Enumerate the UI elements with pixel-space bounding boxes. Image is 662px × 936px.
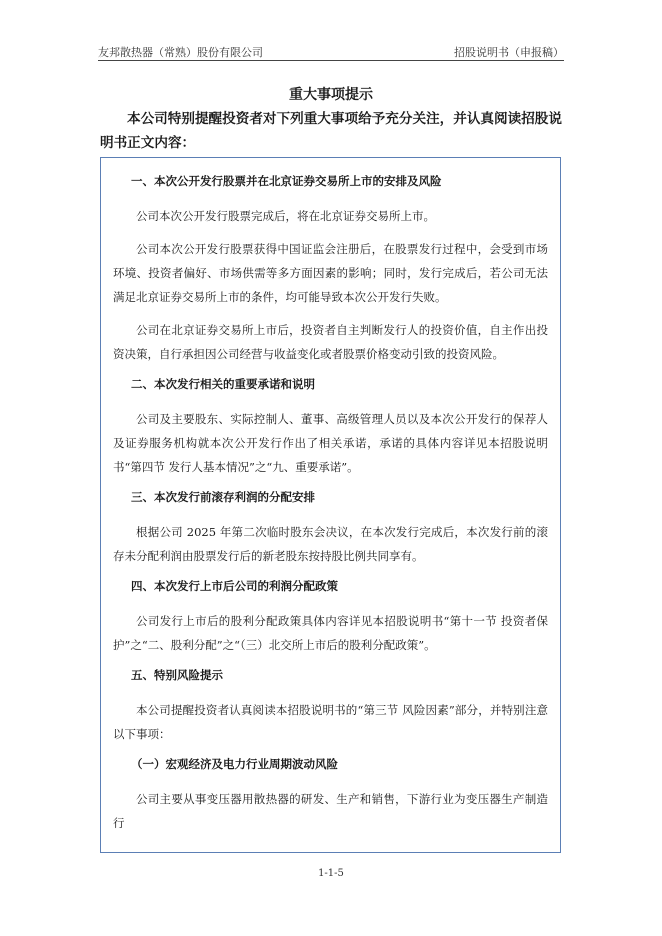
page-title: 重大事项提示 [289,87,373,103]
paragraph: 公司在北京证券交易所上市后，投资者自主判断发行人的投资价值，自主作出投资决策，自行承担因公司经营与收益变化或者股票价格变动引致的投资风险。 [113,323,548,361]
paragraph: 本公司提醒投资者认真阅读本招股说明书的“第三节 风险因素”部分，并特别注意以下事项： [113,703,548,741]
section-heading: 一、本次公开发行股票并在北京证券交易所上市的安排及风险 [131,174,442,188]
section-heading: 五、特别风险提示 [131,668,223,682]
section-heading: 三、本次发行前滚存利润的分配安排 [131,490,315,504]
paragraph: 公司及主要股东、实际控制人、董事、高级管理人员以及本次公开发行的保荐人及证券服务机构就本次公开发行作出了相关承诺，承诺的具体内容详见本招股说明书“第四节 发行人基本情况”之“九、重要承诺”。 [113,412,548,474]
intro-paragraph: 本公司特别提醒投资者对下列重大事项给予充分关注，并认真阅读招股说明书正文内容： [100,111,562,151]
header-divider [98,60,564,61]
paragraph: 根据公司 2025 年第二次临时股东会决议，在本次发行完成后，本次发行前的滚存未分配利润由股票发行后的新老股东按持股比例共同享有。 [113,525,548,563]
page-number: 1-1-5 [318,868,344,879]
paragraph: 公司发行上市后的股利分配政策具体内容详见本招股说明书“第十一节 投资者保护”之“二、股利分配”之“（三）北交所上市后的股利分配政策”。 [113,614,548,652]
header-company: 友邦散热器（常熟）股份有限公司 [98,46,263,59]
paragraph: 公司本次公开发行股票完成后，将在北京证券交易所上市。 [136,209,435,223]
paragraph: 公司本次公开发行股票获得中国证监会注册后，在股票发行过程中，会受到市场环境、投资者偏好、市场供需等多方面因素的影响；同时，发行完成后，若公司无法满足北京证券交易所上市的条件，均可能导致本次公开发行失败。 [113,242,548,304]
notice-box [100,157,561,853]
paragraph: 公司主要从事变压器用散热器的研发、生产和销售，下游行业为变压器生产制造行 [113,792,548,830]
subsection-heading: （一）宏观经济及电力行业周期波动风险 [131,757,338,771]
section-heading: 二、本次发行相关的重要承诺和说明 [131,377,315,391]
section-heading: 四、本次发行上市后公司的利润分配政策 [131,579,338,593]
page-header [98,44,564,60]
header-doc-title: 招股说明书（申报稿） [454,46,564,59]
